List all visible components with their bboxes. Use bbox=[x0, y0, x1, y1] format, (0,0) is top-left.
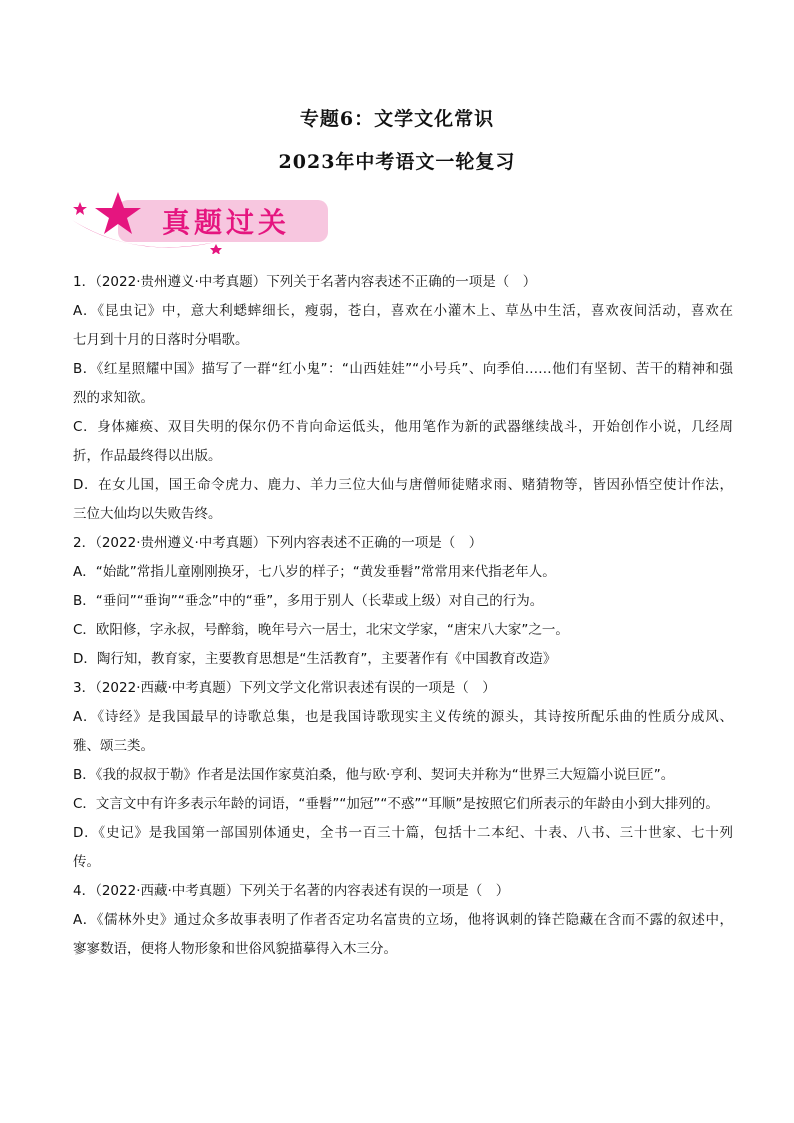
answer-option-line: A．《儒林外史》通过众多故事表明了作者否定功名富贵的立场，他将讽刺的锋芒隐藏在含而不露的叙述中， bbox=[73, 912, 733, 928]
answer-option-line: 传。 bbox=[73, 854, 100, 870]
page-subtitle: 2023年中考语文一轮复习 bbox=[278, 151, 516, 173]
banner-text: 真题过关 bbox=[161, 206, 291, 239]
question-stem: 3．（2022·西藏·中考真题）下列文学文化常识表述有误的一项是（ ） bbox=[73, 680, 496, 696]
answer-option-line: 烈的求知欲。 bbox=[73, 390, 154, 406]
answer-option-line: D．《史记》是我国第一部国别体通史，全书一百三十篇，包括十二本纪、十表、八书、三十世家、七十列 bbox=[73, 825, 733, 841]
answer-option-line: 折，作品最终得以出版。 bbox=[73, 448, 222, 464]
answer-option-line: B．《红星照耀中国》描写了一群“红小鬼”：“山西娃娃”“小号兵”、向季伯……他们有坚韧、苦干的精神和强 bbox=[73, 361, 733, 377]
banner-section-header bbox=[66, 190, 336, 254]
answer-option-line: 雅、颂三类。 bbox=[73, 738, 154, 754]
question-stem: 1．（2022·贵州遵义·中考真题）下列关于名著内容表述不正确的一项是（ ） bbox=[73, 274, 537, 290]
answer-option-line: 三位大仙均以失败告终。 bbox=[73, 506, 222, 522]
answer-option-line: A．《昆虫记》中，意大利蟋蟀细长，瘦弱，苍白，喜欢在小灌木上、草丛中生活，喜欢夜间活动，喜欢在 bbox=[73, 303, 733, 319]
answer-option-line: 寥寥数语，便将人物形象和世俗风貌描摹得入木三分。 bbox=[73, 941, 397, 957]
question-stem: 4．（2022·西藏·中考真题）下列关于名著的内容表述有误的一项是（ ） bbox=[73, 883, 510, 899]
answer-option-line: C．身体瘫痪、双目失明的保尔仍不肯向命运低头，他用笔作为新的武器继续战斗，开始创作小说，几经周 bbox=[73, 419, 733, 435]
page-title: 专题6：文学文化常识 bbox=[299, 108, 495, 130]
answer-option-line: A．“始龀”常指儿童刚刚换牙，七八岁的样子；“黄发垂髫”常常用来代指老年人。 bbox=[73, 564, 556, 580]
answer-option-line: C．文言文中有许多表示年龄的词语，“垂髫”“加冠”“不惑”“耳顺”是按照它们所表示的年龄由小到大排列的。 bbox=[73, 796, 719, 812]
answer-option-line: B．“垂问”“垂询”“垂念”中的“垂”，多用于别人（长辈或上级）对自己的行为。 bbox=[73, 593, 544, 609]
question-list bbox=[73, 268, 733, 964]
answer-option-line: 七月到十月的日落时分唱歌。 bbox=[73, 332, 249, 348]
answer-option-line: A．《诗经》是我国最早的诗歌总集，也是我国诗歌现实主义传统的源头，其诗按所配乐曲的性质分成风、 bbox=[73, 709, 733, 725]
question-stem: 2．（2022·贵州遵义·中考真题）下列内容表述不正确的一项是（ ） bbox=[73, 535, 483, 551]
answer-option-line: C．欧阳修，字永叔，号醉翁，晚年号六一居士，北宋文学家，“唐宋八大家”之一。 bbox=[73, 622, 569, 638]
answer-option-line: B．《我的叔叔于勒》作者是法国作家莫泊桑，他与欧·亨利、契诃夫并称为“世界三大短篇小说巨匠”。 bbox=[73, 767, 675, 783]
answer-option-line: D．在女儿国，国王命令虎力、鹿力、羊力三位大仙与唐僧师徒赌求雨、赌猜物等，皆因孙悟空使计作法， bbox=[73, 477, 733, 493]
answer-option-line: D．陶行知，教育家，主要教育思想是“生活教育”，主要著作有《中国教育改造》 bbox=[73, 651, 557, 667]
